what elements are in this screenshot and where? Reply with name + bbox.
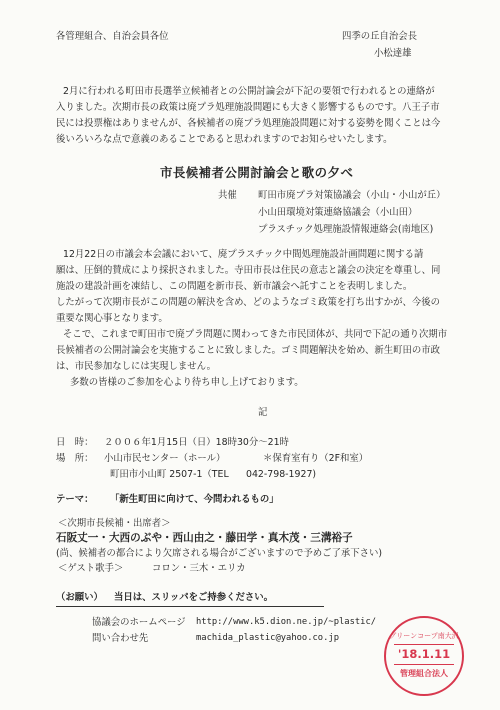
details-line: したがって次期市長がこの問題の解決を含め、どのようなゴミ政策を打ち出すかが、今後の: [56, 297, 441, 308]
organizers-label: 共催: [218, 190, 237, 201]
place-value: 小山市民センター（ホール）: [104, 453, 226, 464]
stamp-bottom-text: 管理組合法人: [400, 669, 448, 678]
organizer-item: 小山田環境対策連絡協議会（小山田）: [258, 207, 418, 218]
details-line: 施設の建設計画を凍結し、この問題を新市長、新市議会へ託すことを表明しました。: [56, 281, 413, 292]
address: 町田市小山町 2507-1（TEL: [110, 469, 229, 480]
details-line: 願は、圧倒的賛成により採択されました。寺田市長は住民の意志と議会の決定を尊重し、同: [56, 265, 441, 276]
candidate-names: 石阪丈一・大西のぶや・西山由之・藤田学・真木茂・三溝裕子: [56, 532, 353, 544]
request-label: （お願い）: [56, 592, 103, 603]
inquiry-label: 問い合わせ先: [92, 633, 149, 644]
homepage-label: 協議会のホームページ: [92, 617, 186, 628]
guest-label: ＜ゲスト歌手＞: [58, 563, 124, 574]
date-label: 日 時：: [56, 437, 94, 448]
stamp-top-text: グリーンコープ南大沢: [389, 632, 459, 640]
request-text: 当日は、スリッパをご持参ください。: [113, 592, 273, 603]
organizer-item: プラスチック処理施設情報連絡会(南地区): [258, 224, 434, 235]
attendance-note: (尚、候補者の都合により欠席される場合がございますので予めご了承下さい): [56, 548, 383, 559]
candidates-heading: ＜次期市長候補・出席者＞: [58, 518, 171, 529]
intro-line: 民には投票権はありませんが、各候補者の廃プラ処理施設問題に対する姿勢を聞くことは今: [56, 118, 441, 129]
stamp-date: '18.1.11: [397, 647, 451, 661]
event-title: 市長候補者公開討論会と歌の夕べ: [160, 165, 354, 180]
details-line: は、市民参加なしには実現しません。: [56, 361, 216, 372]
place-note: ＊保育室有り（2F和室）: [263, 453, 369, 464]
request-block: [56, 585, 324, 607]
sender-name: 小松達雄: [374, 48, 412, 59]
guest-singer: コロン・三木・エリカ: [152, 563, 246, 574]
theme-label: テーマ：: [56, 494, 94, 505]
organizer-item: 町田市廃プラ対策協議会（小山・小山が丘）: [258, 190, 446, 201]
addressee: 各管理組合、自治会員各位: [56, 31, 169, 42]
ki-marker: 記: [258, 407, 268, 418]
date-value: ２００６年1月15日（日）18時30分～21時: [104, 437, 289, 448]
intro-line: 入りました。次期市長の政策は廃プラ処理施設問題にも大きく影響するものです。八王子市: [56, 102, 440, 113]
details-line: 12月22日の市議会本会議において、廃プラスチック中間処理施設計画問題に関する請: [63, 249, 424, 260]
telephone: 042-798-1927): [246, 469, 317, 480]
homepage-url[interactable]: http://www.k5.dion.ne.jp/~plastic/: [196, 617, 377, 627]
details-line: そこで、これまで町田市で廃プラ問題に関わってきた市民団体が、共同で下記の通り次期市: [63, 329, 448, 340]
details-line: 長候補者の公開討論会を実施することに致しました。ゴミ問題解決を始め、新生町田の市政: [56, 345, 441, 356]
theme-value: 「新生町田に向けて、今問われるもの」: [110, 494, 279, 505]
intro-line: 2月に行われる町田市長選挙立候補者との公開討論会が下記の要領で行われるとの連絡が: [63, 86, 435, 97]
inquiry-email[interactable]: machida_plastic@yahoo.co.jp: [196, 633, 339, 643]
stamp-rule: [394, 664, 454, 665]
details-line: 多数の皆様のご参加を心より待ち申し上げております。: [70, 377, 304, 388]
details-line: 重要な関心事となります。: [56, 313, 168, 324]
place-label: 場 所：: [56, 453, 94, 464]
received-stamp: [384, 616, 464, 696]
intro-line: 後いろいろな点で意義のあることであると思われますのでお知らせいたします。: [56, 134, 393, 145]
sender-organization: 四季の丘自治会長: [342, 31, 418, 42]
stamp-rule: [394, 644, 454, 645]
